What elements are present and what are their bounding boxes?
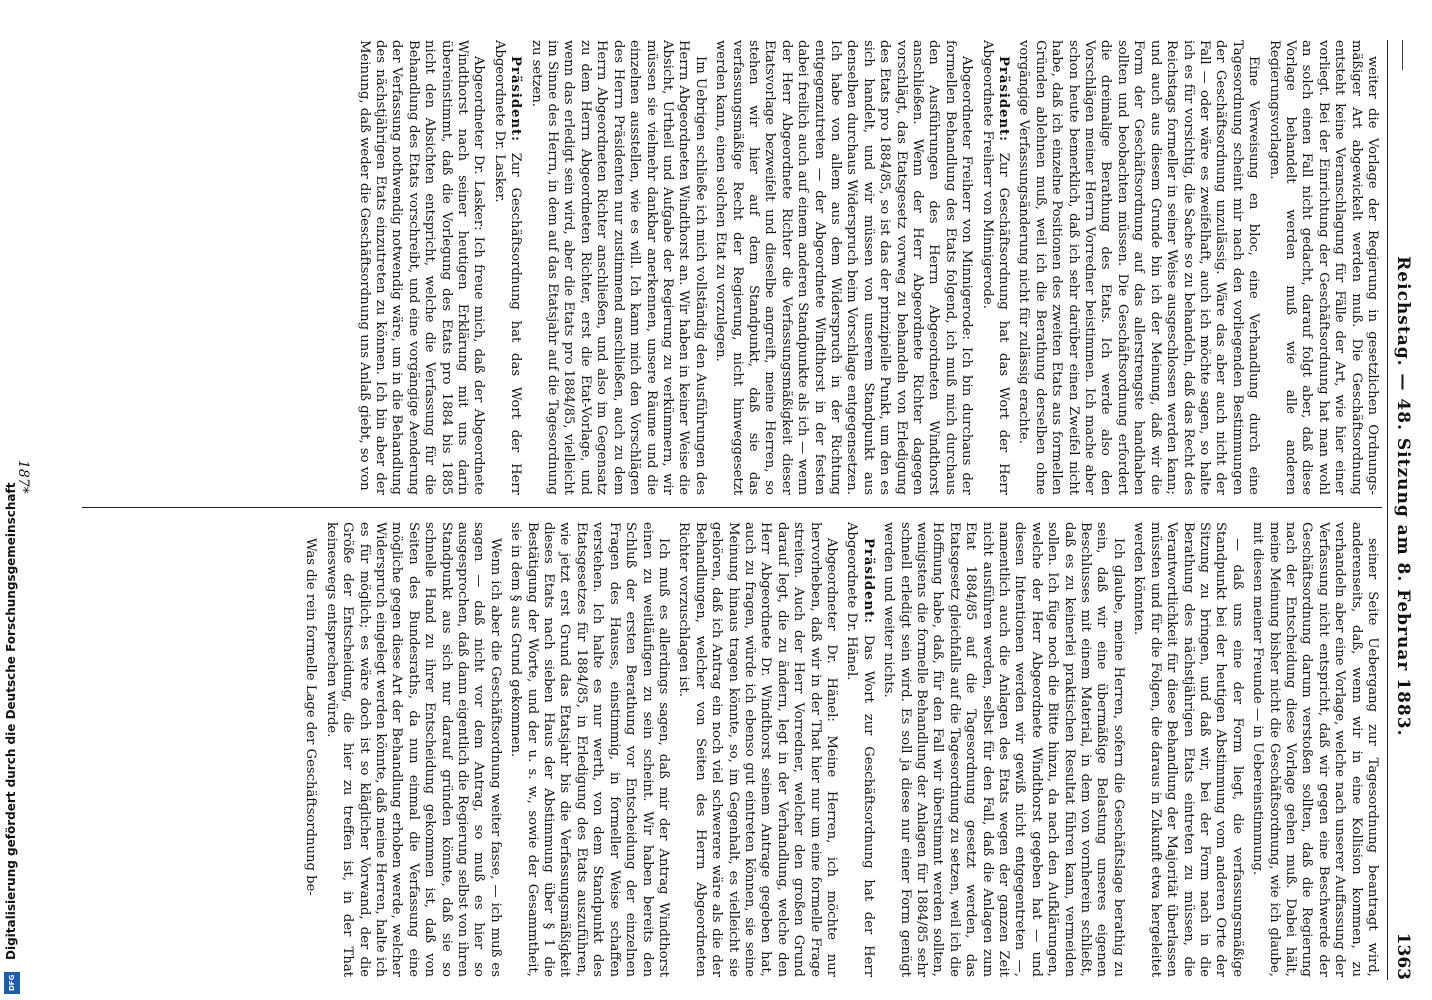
paragraph-text: Ich glaube, meine Herren, sofern die Geschäftslage berathig zu sein, daß wir eine übermäßige Belastung unseres eigenen Beschlusses mit einem Material, in dem von vornherein schließt, daß es zu keinerlei praktischen Resultat führen kann, vermeiden sollen. Ich füge noch die Bitte hinzu, da nach den Aufklärungen, welche der Herr Abgeordnete Windthorst gegeben hat — und diesen Intentionen werden wir gewiß nicht entgegentreten —, namentlich auch die Anlagen des Etats wegen der ganzen Zeit nicht ausführen werden, selbst für den Fall, daß die Anlagen zum Etat 1884/85 auf die Tagesordnung gesetzt werden, das Etatsgesetz gleichfalls auf die Tagesordnung zu setzen, weil ich die Hoffnung habe, daß, für den Fall wir überstimmt werden sollten, wenigstens die formelle Behandlung der Anlagen für 1884/85 sehr schnell erledigt sein wird. Es soll ja diese nur einer Form genügt werden und weiter nichts. bbox=[881, 522, 1126, 977]
paragraph-text: Abgeordneter Freiherr von Minnigerode: Ich bin durchaus der formellen Behandlung des Etats folgend, ich muß mich durchaus den Ausführungen des Herrn Abgeordneten Windthorst anschließen. Wenn der Herr Abgeordnete Richter dagegen vorschlägt, das Etatsgesetz vorweg zu behandeln von Erledigung des Etats pro 1884/85, so ist das der prinzipielle Punkt, um den es sich handelt, und wir müssen von unserem Standpunkt aus denselben durchaus Widerspruch beim Vorschlage entgegensetzen. Ich habe von allem aus dem Widerspruch in der Richtung entgegenzutreten — der Abgeordnete Windthorst in der festen dabei freilich auch auf einem anderen Standpunkte als ich — wenn der Herr Abgeordnete Richter die Verfassungsmäßigkeit dieser Etatsvorlage bezweifelt und dieselbe angreift, meine Herren, so stehen wir hier auf dem Standpunkt, daß sie das verfassungsmäßige Recht der Regierung, nicht hinweggesetzt werden kann, einen solchen Etat zu vorzulegen. bbox=[713, 40, 975, 495]
page-number: 1363 bbox=[1393, 932, 1413, 980]
speaker-label: Präsident: bbox=[508, 56, 524, 143]
paragraph bbox=[507, 522, 671, 977]
paragraph-text: Ich muß es allerdings sagen, daß mir der Antrag Windthorst einen zu weitläufigen zu sein scheint. Wir haben bereits den Schluß der ersten Berathung vor Entscheidung der einzelnen Fragen des Hauses, einstimmig, in formeller Weise schaffen verstehen. Ich halte es nur werth, von dem Standpunkt des Etatsgesetzes für 1884/85, in Erledigung des Etats auszuführen, wie jetzt erst Grund das Etatsjahr bis die Verfassungsmäßigkeit dieses Etats nach sieben Haus der Abstimmung über § 1 die Bestätigung der Worte, und der u. s. w., sowie der Gesammtheit, sie in dem § aus Grund gekommen. bbox=[508, 522, 671, 977]
paragraph bbox=[1015, 40, 1261, 495]
header-title: Reichstag. — 48. Sitzung am 8. Februar 1883. bbox=[1393, 256, 1413, 737]
paragraph-text: Das Wort zur Geschäftsordnung hat der Herr Abgeordnete Dr. Hänel. bbox=[844, 522, 876, 977]
page-header bbox=[1387, 40, 1418, 980]
column-divider bbox=[82, 507, 1382, 508]
signature-mark: 187* bbox=[15, 460, 31, 494]
paragraph-text: weiter die Vorlage der Regierung in gesetzlichen Ordnungs-mäßiger Art abgewickelt werden muß. Die Geschäftsordnung entsteht keine Veranschlagung für Fälle der Art, wie hier einer vorliegt. Bei der Einrichtung der Geschäftsordnung hat man wohl an solch einen Fall nicht gedacht, darauf folgt aber, daß diese Vorlage behandelt werden muß wie alle anderen Regierungsvorlagen. bbox=[1266, 40, 1380, 495]
paragraph-text: Zur Geschäftsordnung hat das Wort der Herr Abgeordnete Dr. Lasker. bbox=[491, 40, 524, 495]
paragraph-text: Zur Geschäftsordnung hat das Wort der Herr Abgeordnete Freiherr von Minnigerode. bbox=[979, 40, 1012, 495]
left-column bbox=[80, 40, 1380, 495]
paragraph-text: Im Uebrigen schließe ich mich vollständig den Ausführungen des Herrn Abgeordneten Windthorst an. Wir haben in keiner Weise die Absicht, Urtheil und Aufgabe der Regierung zu verkümmern, wir müssen sie vielmehr dankbar anerkennen, unsere Räume und die einzelnen ausstellen, wie es will. Ich kann mich den Vorschlägen des Herrn Präsidenten nur zustimmend anschließen, auch zu dem Herrn Abgeordneten Richter anschließen, und also im Gegensatz zu dem Herrn Abgeordneten Richter, erst die Etat-Vorlage, und wenn das erledigt sein wird, aber die Etats pro 1884/85, vielleicht im Sinne des Herrn, in dem auf das Etatsjahr auf die Tagesordnung zu setzen. bbox=[528, 40, 708, 495]
dfg-logo: DFG bbox=[4, 972, 20, 994]
rotated-page-scan bbox=[6, 0, 1426, 1000]
paragraph-text: Abgeordneter Dr. Hänel: Meine Herren, ich möchte nur hervorheben, daß wir in der That hier nur um eine formelle Frage streiten. Auch der Herr Vorredner, welcher den großen Grund darauf legt, die zu ändern, legt in der Verhandlung, welche den Herr Abgeordnete Dr. Windthorst seinem Antrage gegeben hat, auch zu fragen, würde ich ebenso gut eintreten können, sie seine Meinung hinaus tragen könnte, so, im Gegenhalt, es vielleicht sie gehören, daß ich Antrag ein noch viel schwerere wäre als die der Behandlungen, welcher von Seiten des Herrn Abgeordneten Richter vorzuschlagen ist. bbox=[676, 522, 839, 977]
paragraph bbox=[1130, 522, 1245, 977]
paragraph bbox=[880, 522, 1126, 977]
paragraph bbox=[490, 40, 523, 495]
side-credit bbox=[2, 0, 24, 1000]
paragraph-text: — daß uns eine der Form liegt, die verfassungsmäßige Standpunkt bei der heutigen Abstimmung vom anderen Orte der Sitzung zu bringen, und daß wir, bei der Form nach in die Berathung des nächstjährigen Etats eintreten zu müssen, die Verantwortlichkeit für diese Behandlung der Majorität überlassen müssten und für die Folgen, die daraus in Zukunft etwa hergeleitet werden könnten. bbox=[1131, 522, 1245, 977]
paragraph bbox=[675, 522, 839, 977]
paragraph-text: Abgeordneter Dr. Lasker: Ich freue mich, daß der Abgeordnete Windthorst nach seiner heutigen Erklärung mit uns darin übereinstimmt, daß die Vorlegung des Etats pro 1884 bis 1885 nicht den Absichten entspricht, welche die Verfassung für die Behandlung des Etats vorschreibt, und eine vorgängige Aenderung der Verfassung nothwendig notwendig wäre, um in die Behandlung des nächstjährigen Etats einzutreten zu können. Ich bin aber der Meinung, daß weder die Geschäftsordnung uns Anlaß giebt, so von bbox=[356, 40, 487, 495]
paragraph-text: Was die rein formelle Lage der Geschäftsordnung be- bbox=[303, 538, 319, 896]
paragraph bbox=[322, 522, 502, 977]
paragraph-text: seiner Seite Uebergang zur Tagesordnung beantragt wird, anderenseits, daß, wenn wir in eine Kollision kommen, zu verhandeln aber eine Vorlage, welche nach unserer Auffassung der Verfassung nicht entspricht, daß wir gegen eine Beschwerde der Geschäftsordnung darum verstoßen sollten, daß die Regierung nach der Entscheidung diese Vorlage gehen muß. Dabei hält, meine Meinung bisher nicht die Geschäftsordnung, wie ich glaube, mit diesen meiner Freunde — in Uebereinstimmung. bbox=[1250, 522, 1380, 977]
speaker-label: Präsident: bbox=[996, 56, 1012, 143]
header-rule-left bbox=[1403, 40, 1404, 70]
paragraph bbox=[712, 40, 975, 495]
paragraph bbox=[843, 522, 876, 977]
paragraph bbox=[302, 522, 318, 977]
paragraph bbox=[1265, 40, 1380, 495]
paragraph-text: Wenn ich aber die Geschäftsordnung weiter fasse, — ich muß es sagen — daß nicht vor dem Antrag, so muß es hier so ausgesprochen, daß dann eigentlich die Regierung selbst von ihren Standpunkt aus sich nur darauf gründen könnte, daß sie so schnelle Hand zu ihrer Entscheidung gekommen ist, daß von Seiten des Bundesraths, da nun einmal die Verfassung eine mögliche gegen diese Art der Behandlung erhoben werde, welcher Widerspruch eingelegt werden könnte, daß meine Herren, halte ich es für möglich; es wäre doch ist so kläglicher Vorwand, der die Größe der Entscheidung, die hier zu treffen ist, in der That keineswegs entsprechen würde. bbox=[323, 522, 503, 977]
paragraph bbox=[527, 40, 707, 495]
speaker-label: Präsident: bbox=[860, 538, 876, 625]
paragraph bbox=[355, 40, 486, 495]
paragraph bbox=[978, 40, 1011, 495]
side-credit-text: Digitalisierung gefördert durch die Deutsche Forschungsgemeinschaft bbox=[4, 482, 18, 960]
paragraph-text: Eine Verweisung en bloc, eine Verhandlung durch eine Tagesordnung scheint mir nach den vorliegenden Bestimmungen der Geschäftsordnung unzulässig. Wäre das aber auch nicht der Fall — oder wäre es zweifelhaft, auch ich möchte sagen, so halte ich es für vorsichtig, die Sache so zu behandeln, daß das Recht des Reichstags formeller in seiner Weise ausgeschlossen werden kann; und auch aus diesem Grunde bin ich der Meinung, daß wir die Form der Geschäftsordnung auf das allerstrengste handhaben sollten und beobachten müssen. Die Geschäftsordnung erfordert die dreimalige Berathung des Etats. Ich werde also den Vorschlägen meiner Herrn Vorredner beistimmen. Ich mache aber schon heute bemerklich, daß ich sehr darüber einen Zweifel nicht habe, daß ich einzelne Positionen des zweiten Etats aus formellen Gründen ablehnen muß, weil ich die Berathung derselben ohne vorgängige Verfassungsänderung nicht für zulässig erachte. bbox=[1016, 40, 1262, 495]
paragraph bbox=[1249, 522, 1380, 977]
right-column bbox=[80, 522, 1380, 977]
